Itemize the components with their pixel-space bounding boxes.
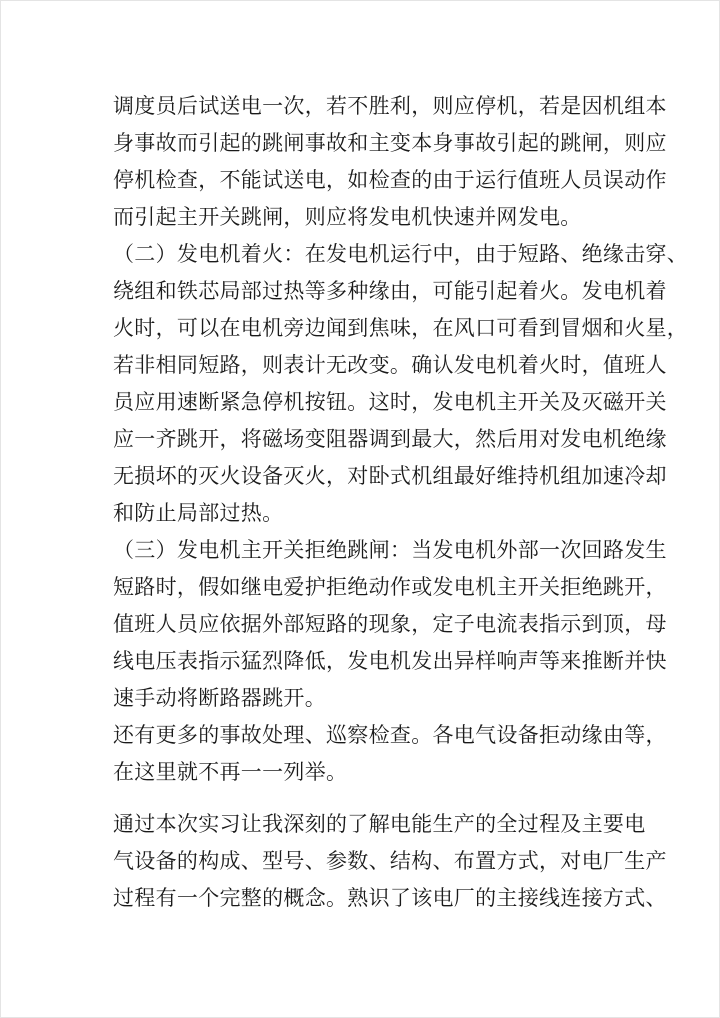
text-line-10: 应一齐跳开，将磁场变阻器调到最大，然后用对发电机绝缘	[113, 427, 667, 451]
text-line-4: 而引起主开关跳闸，则应将发电机快速并网发电。	[113, 205, 582, 229]
text-line-14: 短路时，假如继电爱护拒绝动作或发电机主开关拒绝跳开，	[113, 575, 667, 599]
text-line-22: 过程有一个完整的概念。熟识了该电厂的主接线连接方式、	[113, 886, 667, 910]
text-line-19: 在这里就不再一一列举。	[113, 760, 348, 784]
text-line-8: 若非相同短路，则表计无改变。确认发电机着火时，值班人	[113, 353, 667, 377]
text-line-20: 通过本次实习让我深刻的了解电能生产的全过程及主要电	[113, 812, 646, 836]
text-line-7: 火时，可以在电机旁边闻到焦味，在风口可看到冒烟和火星，	[113, 316, 689, 340]
text-line-21: 气设备的构成、型号、参数、结构、布置方式，对电厂生产	[113, 849, 667, 873]
text-line-18: 还有更多的事故处理、巡察检查。各电气设备拒动缘由等，	[113, 723, 667, 747]
text-line-11: 无损坏的灭火设备灭火，对卧式机组最好维持机组加速冷却	[113, 464, 667, 488]
text-line-1: 调度员后试送电一次，若不胜利，则应停机，若是因机组本	[113, 94, 667, 118]
text-line-12: 和防止局部过热。	[113, 501, 284, 525]
text-line-15: 值班人员应依据外部短路的现象，定子电流表指示到顶，母	[113, 612, 667, 636]
text-line-3: 停机检查，不能试送电，如检查的由于运行值班人员误动作	[113, 168, 667, 192]
text-line-2: 身事故而引起的跳闸事故和主变本身事故引起的跳闸，则应	[113, 131, 667, 155]
text-line-17: 速手动将断路器跳开。	[113, 686, 326, 710]
text-line-16: 线电压表指示猛烈降低，发电机发出异样响声等来推断并快	[113, 649, 667, 673]
text-line-13: （三）发电机主开关拒绝跳闸：当发电机外部一次回路发生	[113, 538, 667, 562]
text-line-5: （二）发电机着火：在发电机运行中，由于短路、绝缘击穿、	[113, 242, 689, 266]
text-line-6: 绕组和铁芯局部过热等多种缘由，可能引起着火。发电机着	[113, 279, 667, 303]
text-line-9: 员应用速断紧急停机按钮。这时，发电机主开关及灭磁开关	[113, 390, 667, 414]
